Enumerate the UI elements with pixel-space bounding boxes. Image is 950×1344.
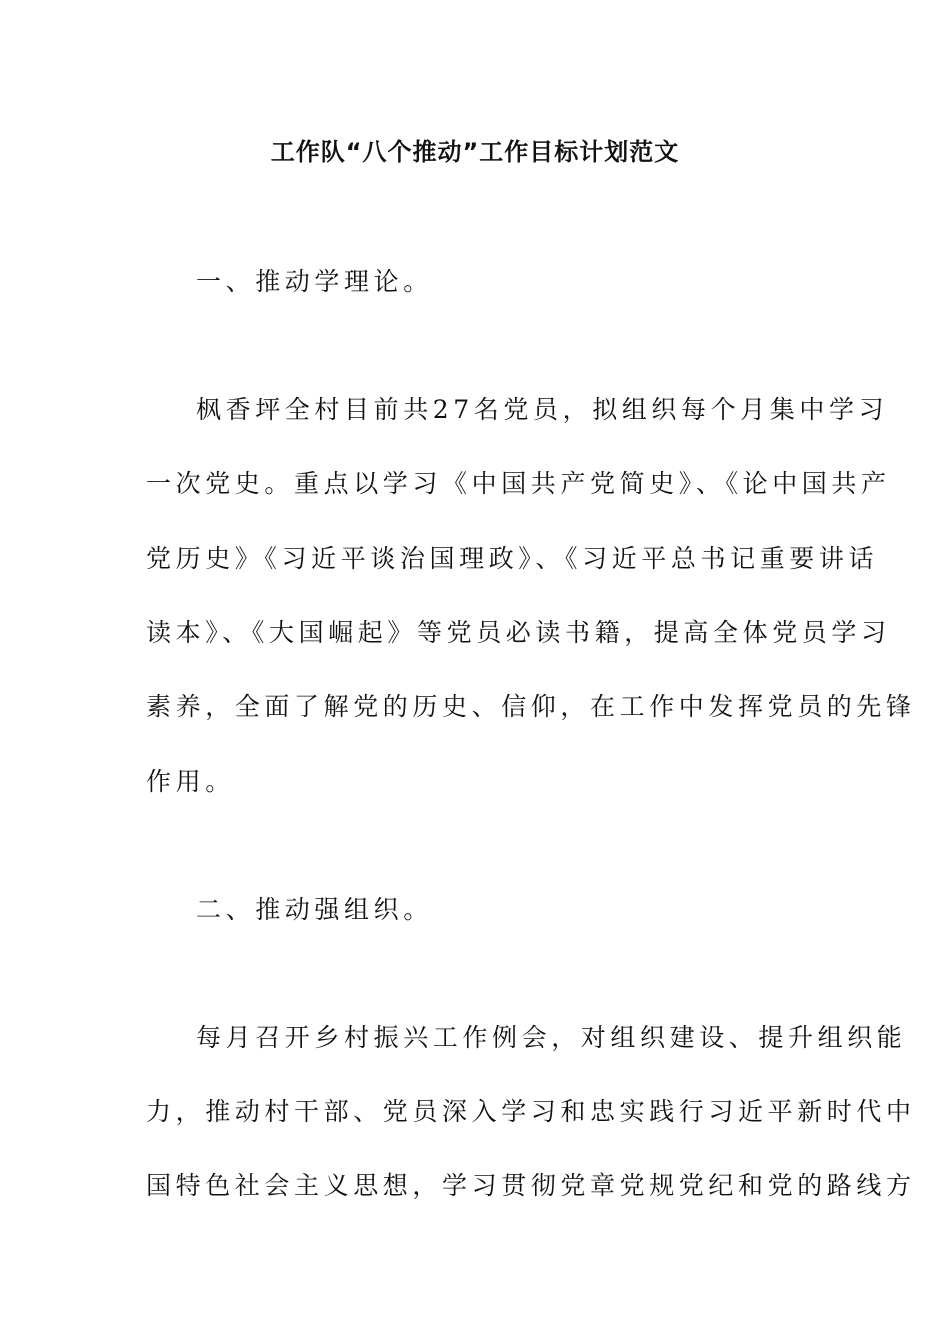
section-heading-2: 二、推动强组织。 [196, 895, 433, 924]
section2-line-1: 每月召开乡村振兴工作例会，对组织建设、提升组织能 [196, 1023, 907, 1052]
section2-line-2: 力，推动村干部、党员深入学习和忠实践行习近平新时代中 [146, 1097, 916, 1126]
section1-line-4: 读本》、《大国崛起》等党员必读书籍，提高全体党员学习 [146, 618, 891, 647]
document-title: 工作队“八个推动”工作目标计划范文 [270, 138, 680, 166]
section1-line-6: 作用。 [146, 767, 235, 796]
section1-line-5: 素养，全面了解党的历史、信仰，在工作中发挥党员的先锋 [146, 692, 916, 721]
section-heading-1: 一、推动学理论。 [196, 267, 433, 296]
section1-line-2: 一次党史。重点以学习《中国共产党简史》、《论中国共产 [146, 469, 891, 498]
section1-line-3: 党历史》《习近平谈治国理政》、《习近平总书记重要讲话 [146, 544, 879, 573]
section2-line-3: 国特色社会主义思想，学习贯彻党章党规党纪和党的路线方 [146, 1171, 916, 1200]
section1-line-1: 枫香坪全村目前共27名党员，拟组织每个月集中学习 [196, 395, 889, 424]
